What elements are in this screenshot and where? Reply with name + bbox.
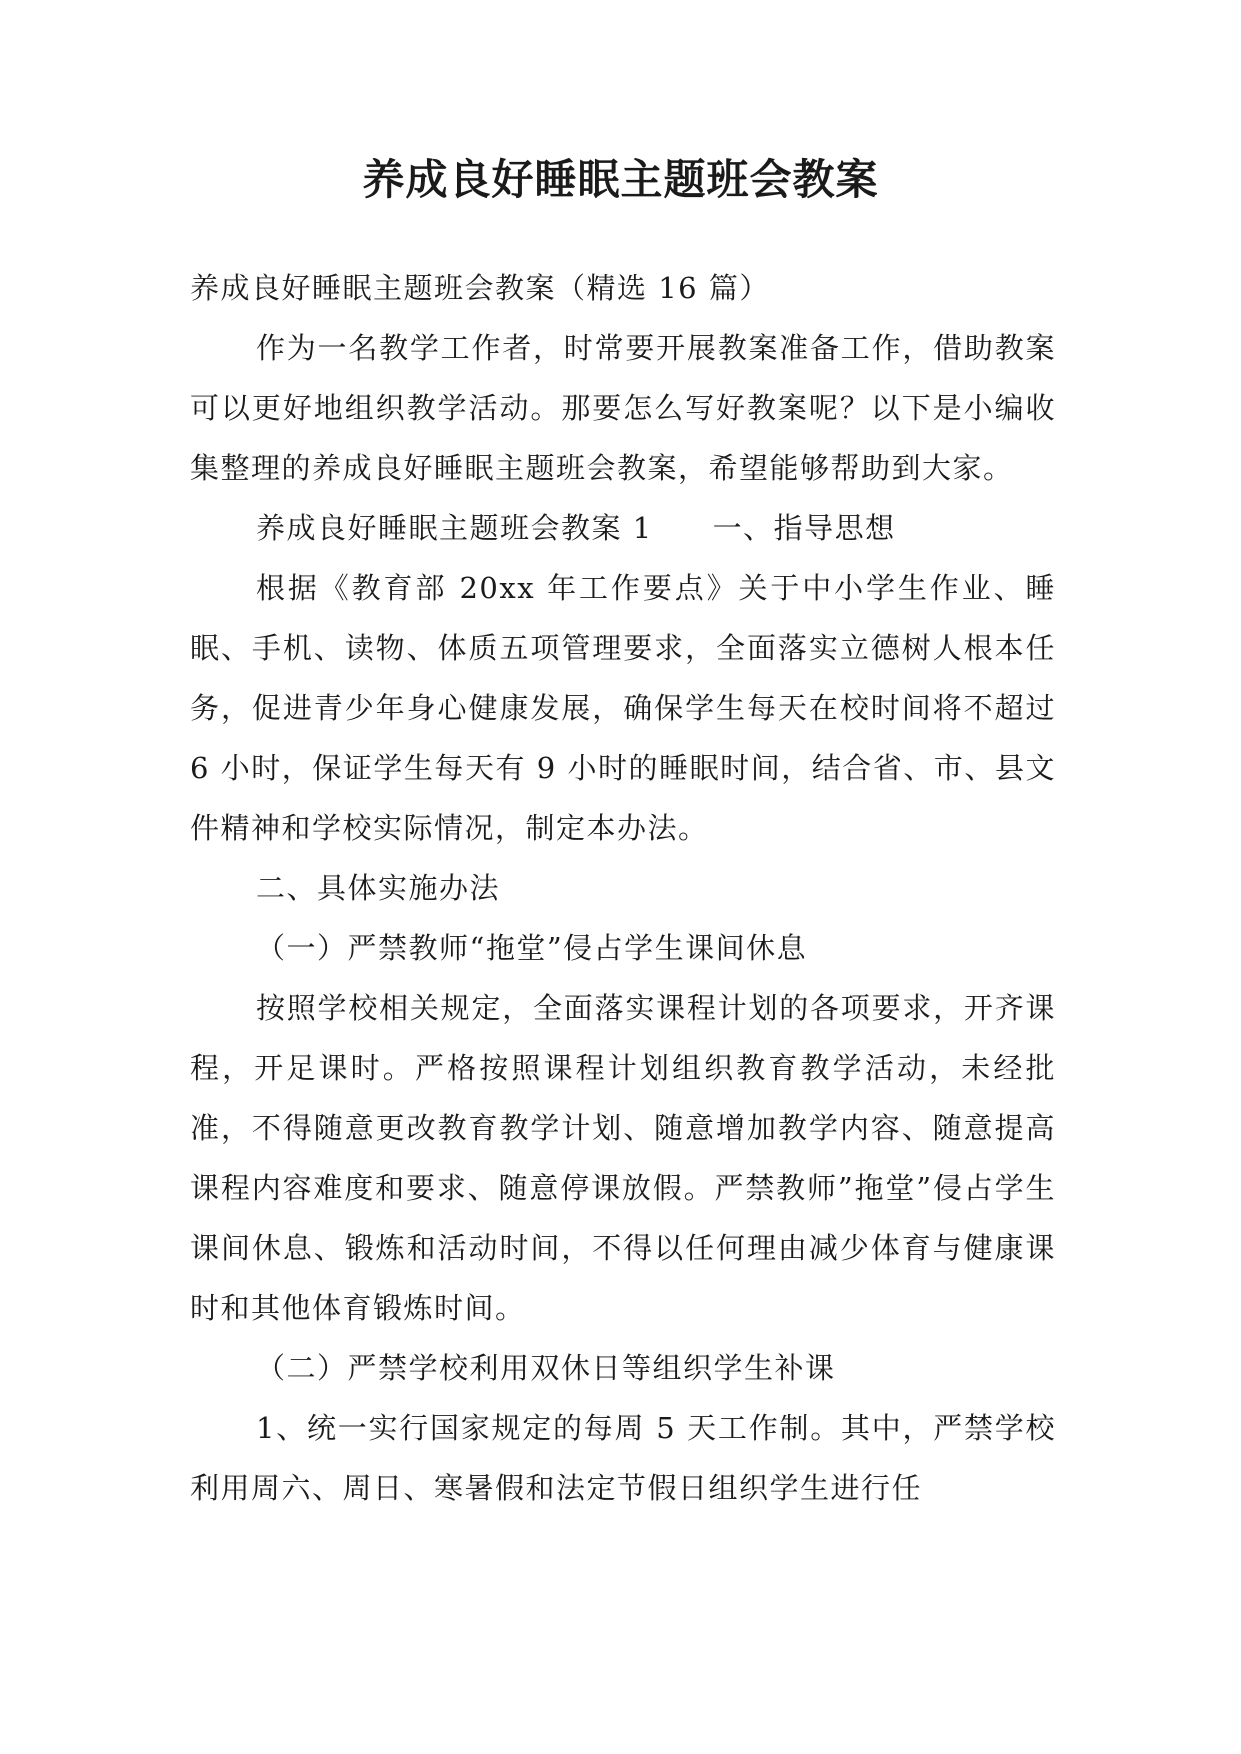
sub-heading-1: （一）严禁教师“拖堂”侵占学生课间休息 <box>256 931 808 965</box>
section-1-heading-line <box>190 498 1056 558</box>
implementation-heading: 二、具体实施办法 <box>256 871 501 905</box>
guiding-paragraph: 根据《教育部 20xx 年工作要点》关于中小学生作业、睡眠、手机、读物、体质五项管理要求，全面落实立德树人根本任务，促进青少年身心健康发展，确保学生每天在校时间将不超过 6 小时，保证学生每天有 9 小时的睡眠时间，结合省、市、县文件精神和学校实际情况，制定本办法。 <box>190 571 1056 845</box>
sub-heading-2: （二）严禁学校利用双休日等组织学生补课 <box>256 1351 836 1385</box>
section-1-title: 养成良好睡眠主题班会教案 1 <box>256 511 653 545</box>
document-title: 养成良好睡眠主题班会教案 <box>362 155 879 204</box>
sub-1-paragraph: 按照学校相关规定，全面落实课程计划的各项要求，开齐课程，开足课时。严格按照课程计划组织教育教学活动，未经批准，不得随意更改教育教学计划、随意增加教学内容、随意提高课程内容难度和要求、随意停课放假。严禁教师”拖堂”侵占学生课间休息、锻炼和活动时间，不得以任何理由减少体育与健康课时和其他体育锻炼时间。 <box>190 991 1056 1325</box>
guiding-thought-heading: 一、指导思想 <box>712 511 896 545</box>
subtitle-line: 养成良好睡眠主题班会教案（精选 16 篇） <box>190 271 770 305</box>
sub-2-item-1: 1、统一实行国家规定的每周 5 天工作制。其中，严禁学校利用周六、周日、寒暑假和法定节假日组织学生进行任 <box>190 1411 1056 1505</box>
intro-paragraph: 作为一名教学工作者，时常要开展教案准备工作，借助教案可以更好地组织教学活动。那要怎么写好教案呢？以下是小编收集整理的养成良好睡眠主题班会教案，希望能够帮助到大家。 <box>190 331 1056 485</box>
document-body <box>190 258 1056 1518</box>
